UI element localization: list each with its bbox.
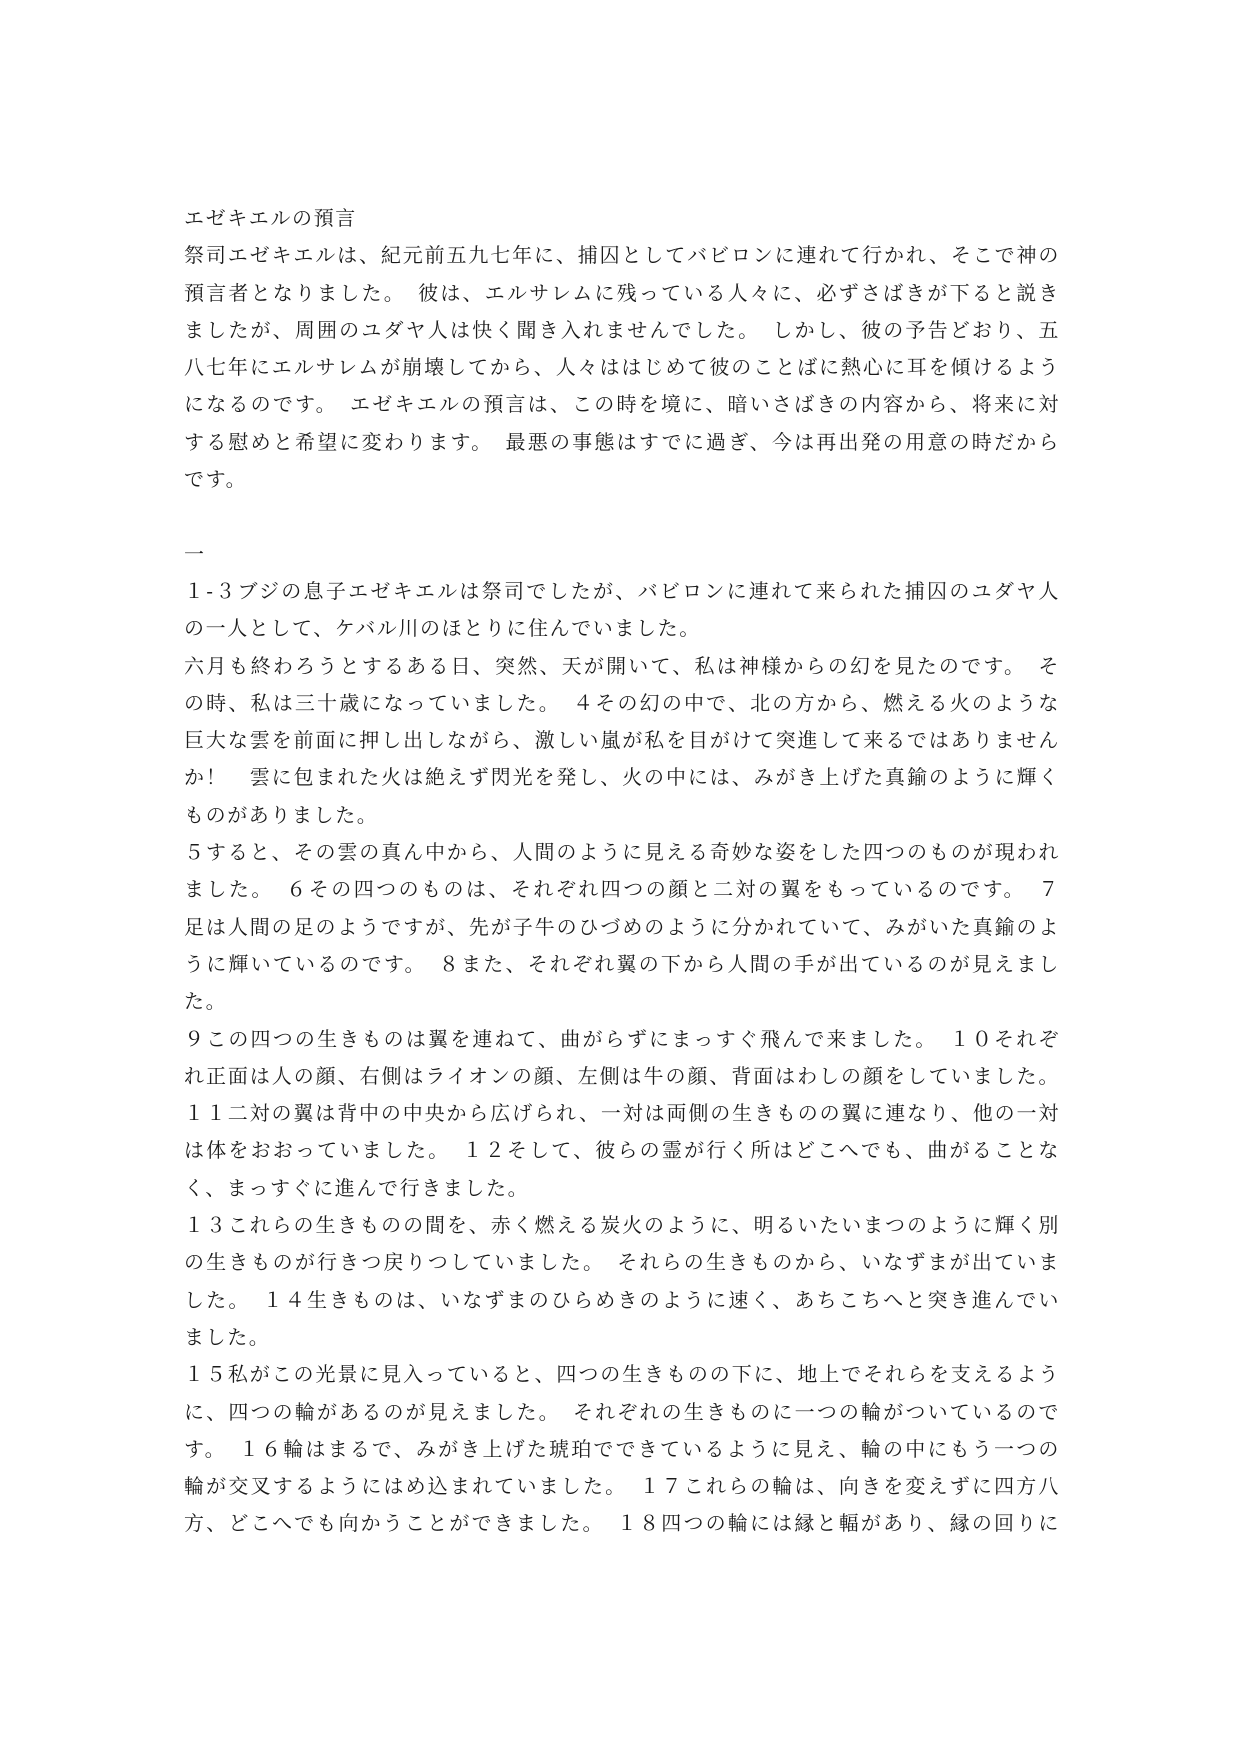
text-line: です。 <box>184 467 248 492</box>
text-line: の時、私は三十歳になっていました。 ４その幻の中で、北の方から、燃える火のような <box>184 690 1060 715</box>
text-line: 祭司エゼキエルは、紀元前五九七年に、捕囚としてバビロンに連れて行かれ、そこで神の <box>184 243 1060 268</box>
text-line: 方、どこへでも向かうことができました。 １８四つの輪には縁と輻があり、縁の回りに <box>184 1511 1060 1536</box>
text-line: 八七年にエルサレムが崩壊してから、人々ははじめて彼のことばに熱心に耳を傾けるよう <box>184 355 1060 380</box>
text-line: した。 １４生きものは、いなずまのひらめきのように速く、あちこちへと突き進んでい <box>184 1287 1060 1312</box>
text-line: れ正面は人の顔、右側はライオンの顔、左側は牛の顔、背面はわしの顔をしていました。 <box>184 1063 1060 1088</box>
text-line: １１二対の翼は背中の中央から広げられ、一対は両側の生きものの翼に連なり、他の一対 <box>184 1101 1060 1126</box>
document-title: エゼキエルの預言 <box>184 206 357 230</box>
text-line: になるのです。 エゼキエルの預言は、この時を境に、暗いさばきの内容から、将来に対 <box>184 392 1060 417</box>
text-line: ５すると、その雲の真ん中から、人間のように見える奇妙な姿をした四つのものが現われ <box>184 840 1060 865</box>
text-line: 預言者となりました。 彼は、エルサレムに残っている人々に、必ずさばきが下ると説き <box>184 280 1060 305</box>
text-line: 六月も終わろうとするある日、突然、天が開いて、私は神様からの幻を見たのです。 そ <box>184 653 1060 678</box>
text-line: ものがありました。 <box>184 802 379 827</box>
intro-paragraph <box>184 237 1060 498</box>
blank-line <box>184 498 1060 535</box>
text-line: に、四つの輪があるのが見えました。 それぞれの生きものに一つの輪がついているので <box>184 1399 1060 1424</box>
text-line: 輪が交叉するようにはめ込まれていました。 １７これらの輪は、向きを変えずに四方八 <box>184 1474 1060 1499</box>
text-line: く、まっすぐに進んで行きました。 <box>184 1175 530 1200</box>
text-line: た。 <box>184 989 228 1014</box>
text-line: 巨大な雲を前面に押し出しながら、激しい嵐が私を目がけて突進して来るではありません <box>184 728 1060 753</box>
text-line: うに輝いているのです。 ８また、それぞれ翼の下から人間の手が出ているのが見えまし <box>184 951 1060 976</box>
text-line: ９この四つの生きものは翼を連ねて、曲がらずにまっすぐ飛んで来ました。 １０それぞ <box>184 1026 1060 1051</box>
text-line: 足は人間の足のようですが、先が子牛のひづめのように分かれていて、みがいた真鍮のよ <box>184 914 1060 939</box>
text-line: ました。 ６その四つのものは、それぞれ四つの顔と二対の翼をもっているのです。 ７ <box>184 877 1060 902</box>
text-line: の一人として、ケバル川のほとりに住んでいました。 <box>184 616 701 641</box>
text-line: １３これらの生きものの間を、赤く燃える炭火のように、明るいたいまつのように輝く別 <box>184 1213 1060 1238</box>
document-body <box>184 200 1060 1543</box>
text-line: す。 １６輪はまるで、みがき上げた琥珀でできているように見え、輪の中にもう一つの <box>184 1436 1060 1461</box>
text-line: する慰めと希望に変わります。 最悪の事態はすでに過ぎ、今は再出発の用意の時だから <box>184 429 1060 454</box>
text-line: １‐３ブジの息子エゼキエルは祭司でしたが、バビロンに連れて来られた捕囚のユダヤ人 <box>184 578 1060 603</box>
chapter-text <box>184 573 1060 1543</box>
text-line: は体をおおっていました。 １２そして、彼らの霊が行く所はどこへでも、曲がることな <box>184 1138 1060 1163</box>
text-line: １５私がこの光景に見入っていると、四つの生きものの下に、地上でそれらを支えるよう <box>184 1362 1060 1387</box>
text-line: ました。 <box>184 1324 271 1349</box>
text-line: か！ 雲に包まれた火は絶えず閃光を発し、火の中には、みがき上げた真鍮のように輝く <box>184 765 1060 790</box>
text-line: ましたが、周囲のユダヤ人は快く聞き入れませんでした。 しかし、彼の予告どおり、五 <box>184 317 1060 342</box>
text-line: の生きものが行きつ戻りつしていました。 それらの生きものから、いなずまが出ていま <box>184 1250 1060 1275</box>
chapter-heading: 一 <box>184 541 206 566</box>
